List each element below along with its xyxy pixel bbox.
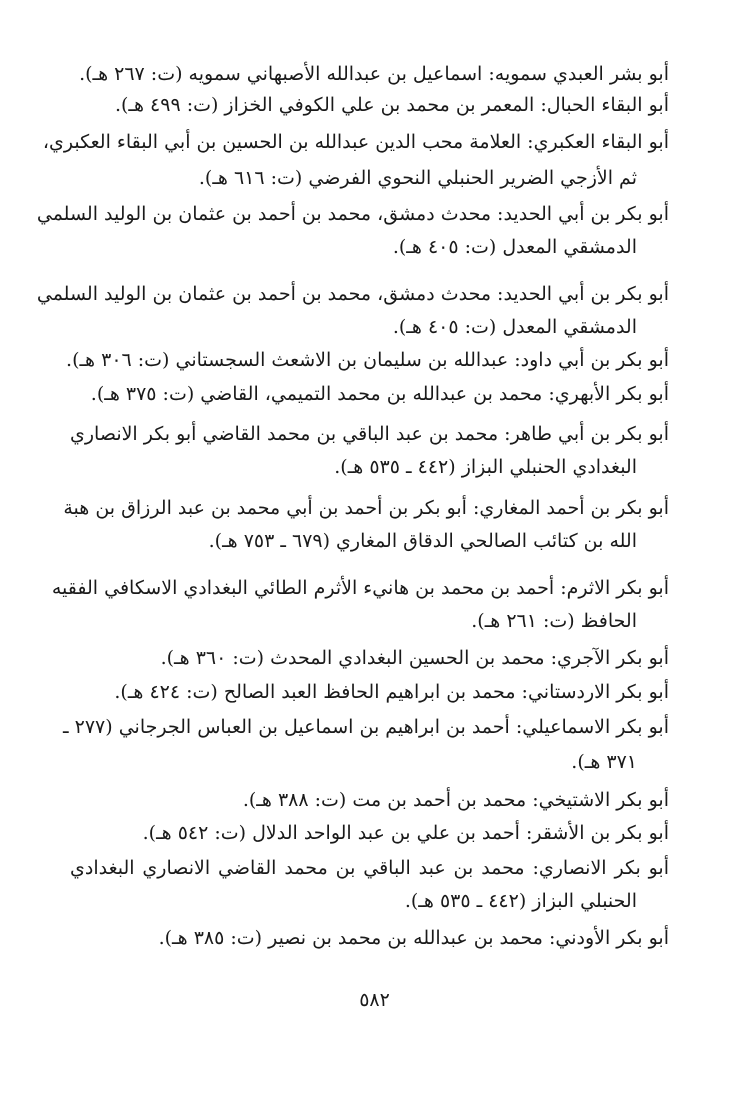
entry-line: أبو بكر بن أبي داود: عبدالله بن سليمان بن الاشعث السجستاني (ت: ٣٠٦ هـ). (66, 349, 669, 371)
entry-line: أبو بكر الآجري: محمد بن الحسين البغدادي المحدث (ت: ٣٦٠ هـ). (160, 647, 669, 669)
entry-continuation-line: البغدادي الحنبلي البزاز (٤٤٢ ـ ٥٣٥ هـ). (334, 456, 637, 478)
entry-continuation-line: ٣٧١ هـ). (571, 751, 637, 773)
entry-line: أبو البقاء العكبري: العلامة محب الدين عبدالله بن الحسين بن أبي البقاء العكبري، (42, 131, 669, 153)
entry-line: أبو بشر العبدي سمويه: اسماعيل بن عبدالله الأصبهاني سمويه (ت: ٢٦٧ هـ). (79, 63, 669, 85)
entry-line: أبو بكر الأودني: محمد بن عبدالله بن محمد بن نصير (ت: ٣٨٥ هـ). (158, 927, 669, 949)
entry-line: أبو البقاء الحبال: المعمر بن محمد بن علي الكوفي الخزاز (ت: ٤٩٩ هـ). (114, 94, 669, 116)
entry-line: أبو بكر الاشتيخي: محمد بن أحمد بن مت (ت: ٣٨٨ هـ). (242, 789, 669, 811)
entry-continuation-line: الدمشقي المعدل (ت: ٤٠٥ هـ). (392, 316, 637, 338)
entry-line: أبو بكر بن الأشقر: أحمد بن علي بن عبد الواحد الدلال (ت: ٥٤٢ هـ). (142, 822, 669, 844)
entry-line: أبو بكر بن أبي طاهر: محمد بن عبد الباقي بن محمد القاضي أبو بكر الانصاري (70, 423, 669, 445)
entry-line: أبو بكر بن أحمد المغاري: أبو بكر بن أحمد بن أبي محمد بن عبد الرزاق بن هبة (63, 497, 669, 519)
entry-line: أبو بكر بن أبي الحديد: محدث دمشق، محمد بن أحمد بن عثمان بن الوليد السلمي (36, 203, 669, 225)
entry-continuation-line: الدمشقي المعدل (ت: ٤٠٥ هـ). (392, 236, 637, 258)
entry-line: أبو بكر الاسماعيلي: أحمد بن ابراهيم بن اسماعيل بن العباس الجرجاني (٢٧٧ ـ (63, 716, 669, 738)
entry-continuation-line: ثم الأزجي الضرير الحنبلي النحوي الفرضي (ت: ٦١٦ هـ). (198, 167, 637, 189)
entry-line: أبو بكر بن أبي الحديد: محدث دمشق، محمد بن أحمد بن عثمان بن الوليد السلمي (36, 283, 669, 305)
entry-line: أبو بكر الاردستاني: محمد بن ابراهيم الحافظ العبد الصالح (ت: ٤٢٤ هـ). (114, 681, 669, 703)
page-number: ٥٨٢ (359, 989, 390, 1011)
entry-line: أبو بكر الانصاري: محمد بن عبد الباقي بن محمد القاضي الانصاري البغدادي (70, 857, 669, 879)
entry-continuation-line: الحنبلي البزاز (٤٤٢ ـ ٥٣٥ هـ). (404, 890, 637, 912)
entry-continuation-line: الحافظ (ت: ٢٦١ هـ). (471, 610, 637, 632)
entry-line: أبو بكر الاثرم: أحمد بن محمد بن هانيء الأثرم الطائي البغدادي الاسكافي الفقيه (51, 577, 669, 599)
entry-line: أبو بكر الأبهري: محمد بن عبدالله بن محمد التميمي، القاضي (ت: ٣٧٥ هـ). (90, 383, 669, 405)
entry-continuation-line: الله بن كتائب الصالحي الدقاق المغاري (٦٧٩ ـ ٧٥٣ هـ). (208, 530, 637, 552)
